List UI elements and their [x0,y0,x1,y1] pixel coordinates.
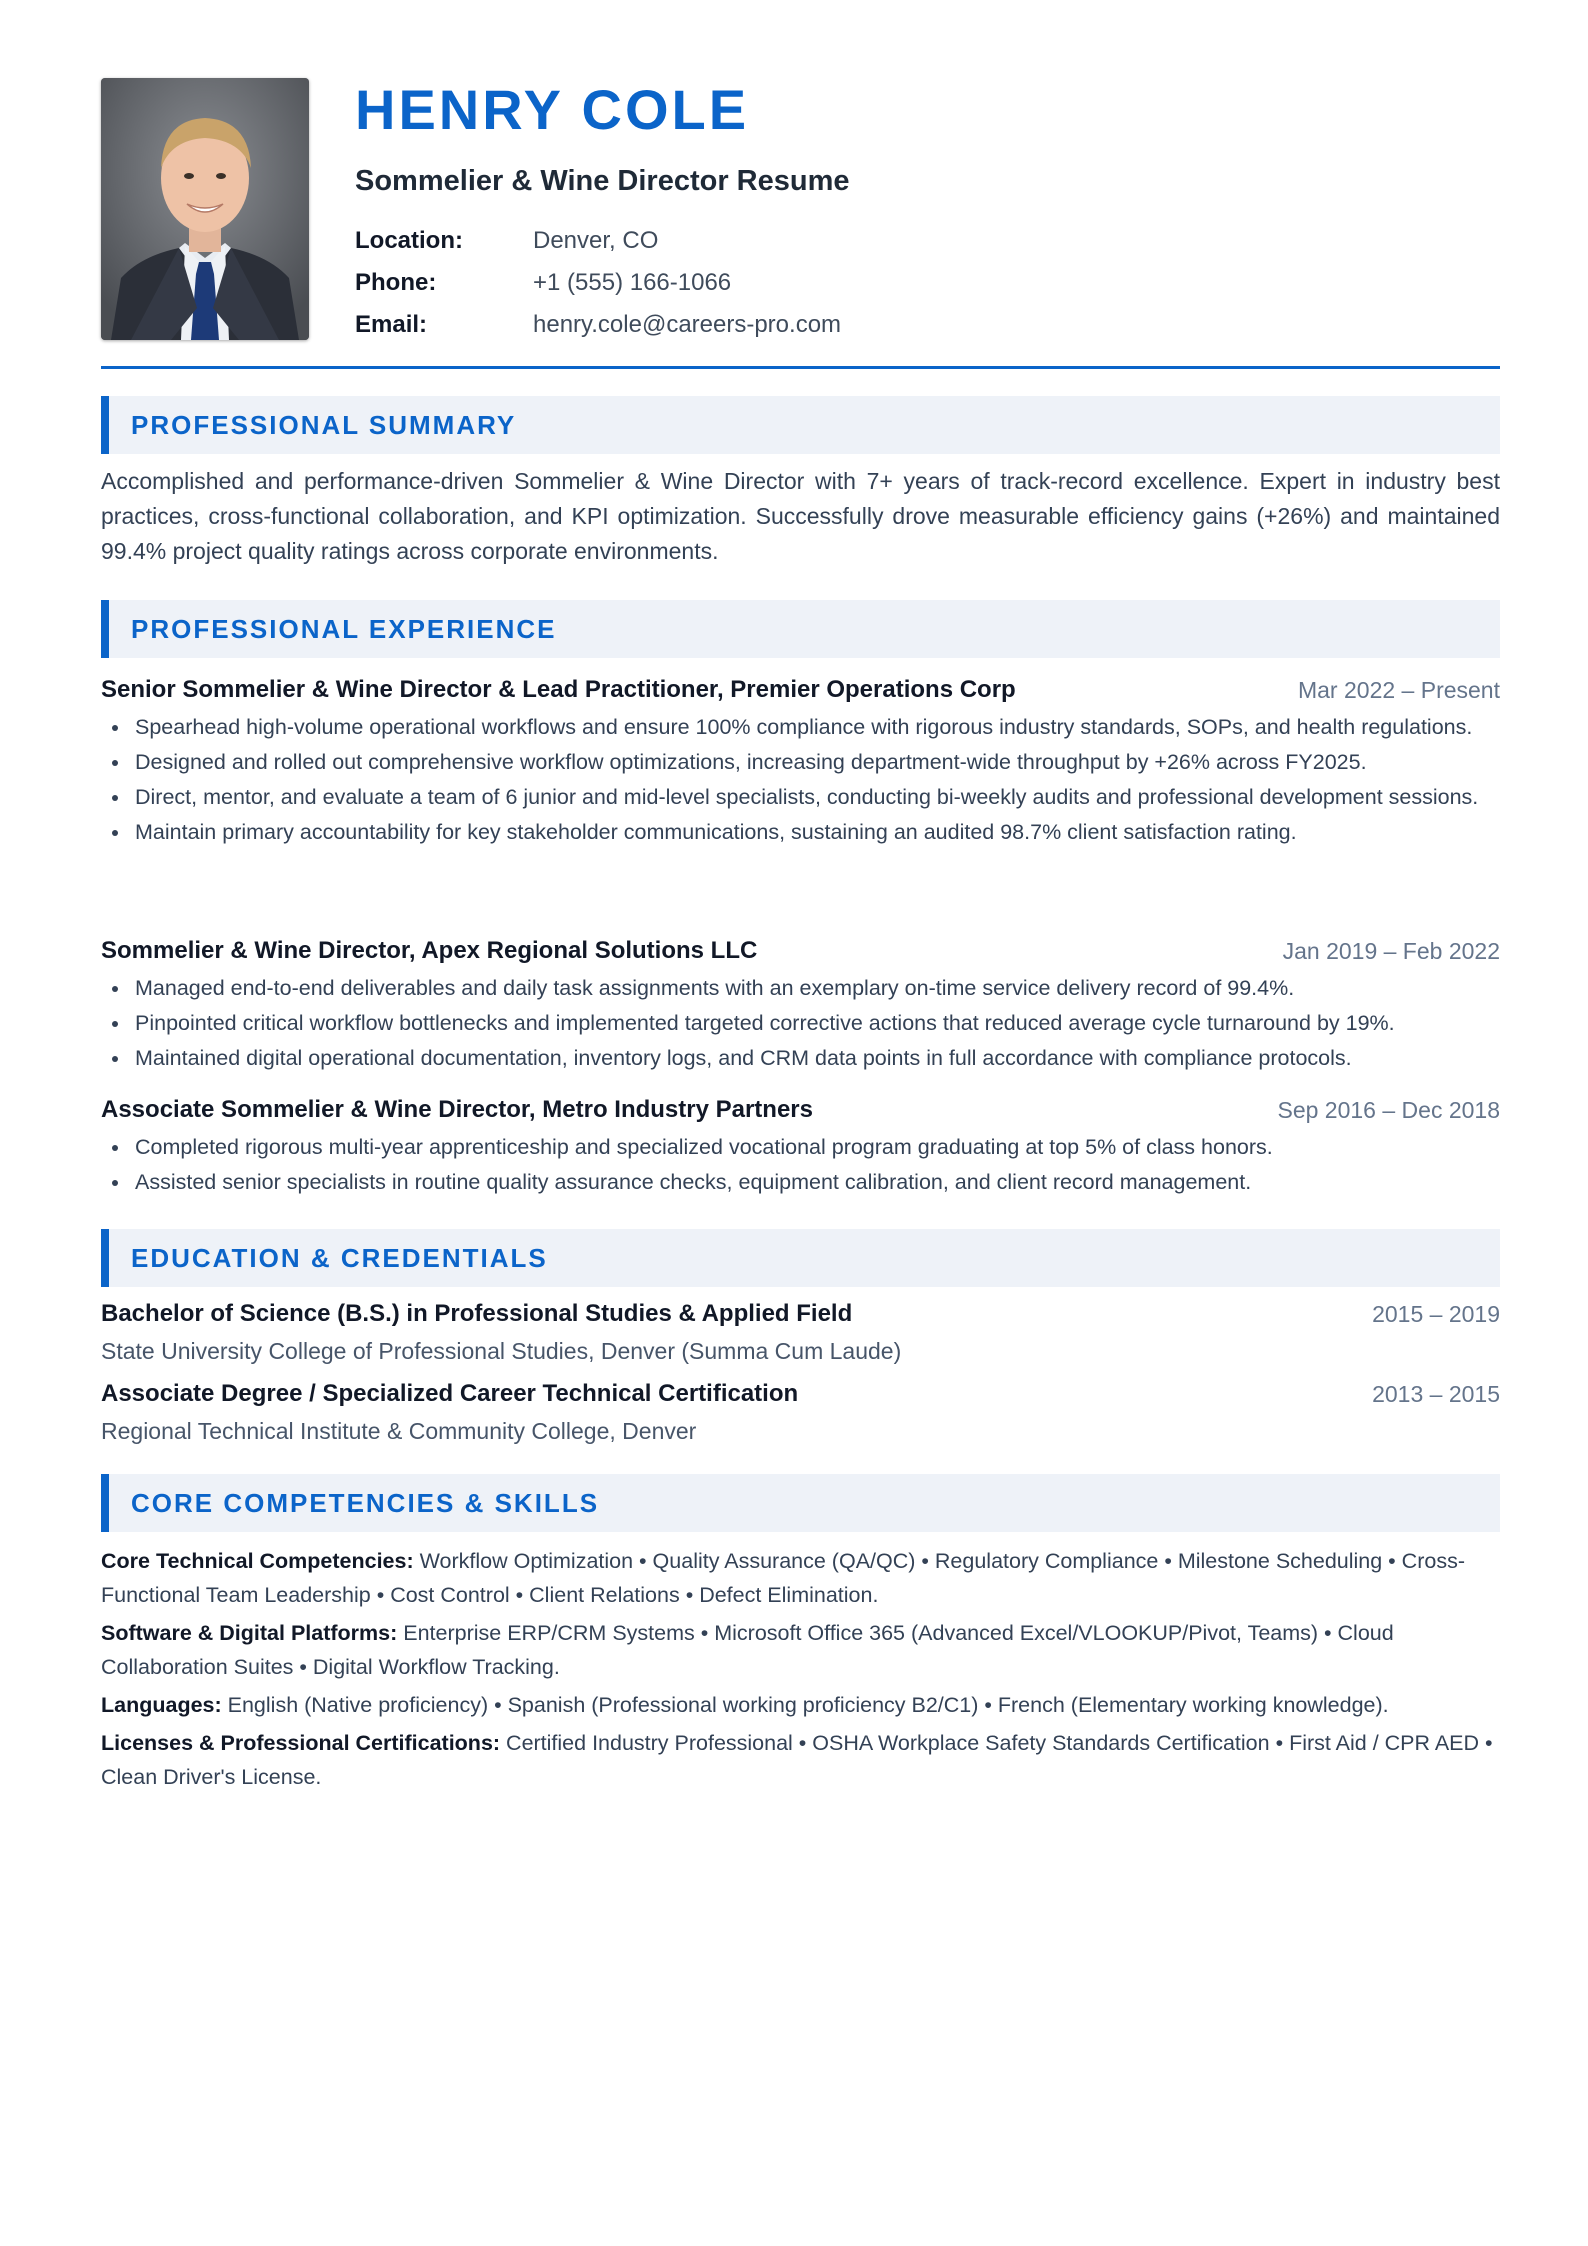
header-divider [101,366,1500,369]
location-value: Denver, CO [533,227,659,254]
skill-label: Core Technical Competencies: [101,1549,414,1573]
skill-line [101,1544,1500,1612]
section-heading-experience [101,600,1500,658]
contact-label: Email: [355,311,428,338]
job-header [101,934,1500,968]
job-bullets [101,972,1500,1077]
contact-label: Location: [355,227,463,254]
skill-text: Certified Industry Professional • OSHA Workplace Safety Standards Certification • First Aid / CPR AED • Clean Driver's License. [101,1731,1493,1789]
job-bullets [101,711,1500,851]
school-name: Regional Technical Institute & Community College, Denver [101,1418,697,1444]
skill-text: Workflow Optimization • Quality Assurance (QA/QC) • Regulatory Compliance • Milestone Scheduling • Cross-Functional Team Leadership • Cost Control • Client Relations • Defect Elimination. [101,1549,1465,1607]
list-item: Completed rigorous multi-year apprenticeship and specialized vocational program graduating at top 5% of class honors. [101,1131,1500,1163]
job-title: Associate Sommelier & Wine Director, Metro Industry Partners [101,1096,813,1123]
contact-row-phone [355,262,1055,304]
education-dates: 2015 – 2019 [1372,1300,1500,1327]
job-bullets [101,1131,1500,1201]
job-header [101,1093,1500,1127]
contact-label: Phone: [355,269,437,296]
section-heading-skills [101,1474,1500,1532]
summary-text: Accomplished and performance-driven Sommelier & Wine Director with 7+ years of track-record excellence. Expert in industry best practices, cross-functional collaboration, and KPI optimization. Successfully drove measurable efficiency gains (+26%) and maintained 99.4% project quality ratings across corporate environments. [101,468,1500,564]
candidate-name: HENRY COLE [355,78,750,141]
school-name: State University College of Professional Studies, Denver (Summa Cum Laude) [101,1338,902,1364]
job-title: Senior Sommelier & Wine Director & Lead Practitioner, Premier Operations Corp [101,676,1016,703]
job-title: Sommelier & Wine Director, Apex Regional Solutions LLC [101,937,758,964]
profile-photo [101,78,309,340]
list-item: Pinpointed critical workflow bottlenecks and implemented targeted corrective actions that reduced average cycle turnaround by 19%. [101,1007,1500,1039]
skill-label: Languages: [101,1693,222,1717]
list-item: Maintained digital operational documentation, inventory logs, and CRM data points in full accordance with compliance protocols. [101,1042,1500,1074]
list-item: Direct, mentor, and evaluate a team of 6 junior and mid-level specialists, conducting bi-weekly audits and professional development sessions. [101,781,1500,813]
section-heading-text: PROFESSIONAL SUMMARY [131,410,517,440]
contact-row-email [355,304,1055,346]
education-dates: 2013 – 2015 [1372,1380,1500,1407]
education-header [101,1377,1500,1411]
portrait-image [101,78,309,340]
contact-info [355,220,1055,346]
skill-text: English (Native proficiency) • Spanish (Professional working proficiency B2/C1) • French (Elementary working knowledge). [221,1693,1389,1717]
phone-value: +1 (555) 166-1066 [533,269,732,296]
contact-row-location [355,220,1055,262]
skills-list [101,1544,1500,1798]
skill-line [101,1688,1500,1722]
section-heading-text: EDUCATION & CREDENTIALS [131,1243,548,1273]
list-item: Managed end-to-end deliverables and daily task assignments with an exemplary on-time service delivery record of 99.4%. [101,972,1500,1004]
section-heading-text: PROFESSIONAL EXPERIENCE [131,614,557,644]
degree-title: Bachelor of Science (B.S.) in Professional Studies & Applied Field [101,1300,853,1327]
job-header [101,673,1500,707]
job-dates: Sep 2016 – Dec 2018 [1277,1096,1500,1123]
section-heading-education [101,1229,1500,1287]
education-header [101,1297,1500,1331]
list-item: Spearhead high-volume operational workflows and ensure 100% compliance with rigorous industry standards, SOPs, and health regulations. [101,711,1500,743]
resume-header [101,76,1500,346]
list-item: Maintain primary accountability for key stakeholder communications, sustaining an audited 98.7% client satisfaction rating. [101,816,1500,848]
skill-label: Software & Digital Platforms: [101,1621,398,1645]
degree-title: Associate Degree / Specialized Career Technical Certification [101,1380,799,1407]
skill-text: Enterprise ERP/CRM Systems • Microsoft Office 365 (Advanced Excel/VLOOKUP/Pivot, Teams) • Cloud Collaboration Suites • Digital Workflow Tracking. [101,1621,1394,1679]
skill-line [101,1726,1500,1794]
section-heading-text: CORE COMPETENCIES & SKILLS [131,1488,600,1518]
skill-line [101,1616,1500,1684]
job-dates: Mar 2022 – Present [1297,676,1500,703]
job-dates: Jan 2019 – Feb 2022 [1282,937,1500,964]
email-value: henry.cole@careers-pro.com [533,311,842,338]
section-heading-summary [101,396,1500,454]
skill-label: Licenses & Professional Certifications: [101,1731,501,1755]
list-item: Designed and rolled out comprehensive workflow optimizations, increasing department-wide throughput by +26% across FY2025. [101,746,1500,778]
list-item: Assisted senior specialists in routine quality assurance checks, equipment calibration, and client record management. [101,1166,1500,1198]
resume-subtitle: Sommelier & Wine Director Resume [355,165,850,197]
